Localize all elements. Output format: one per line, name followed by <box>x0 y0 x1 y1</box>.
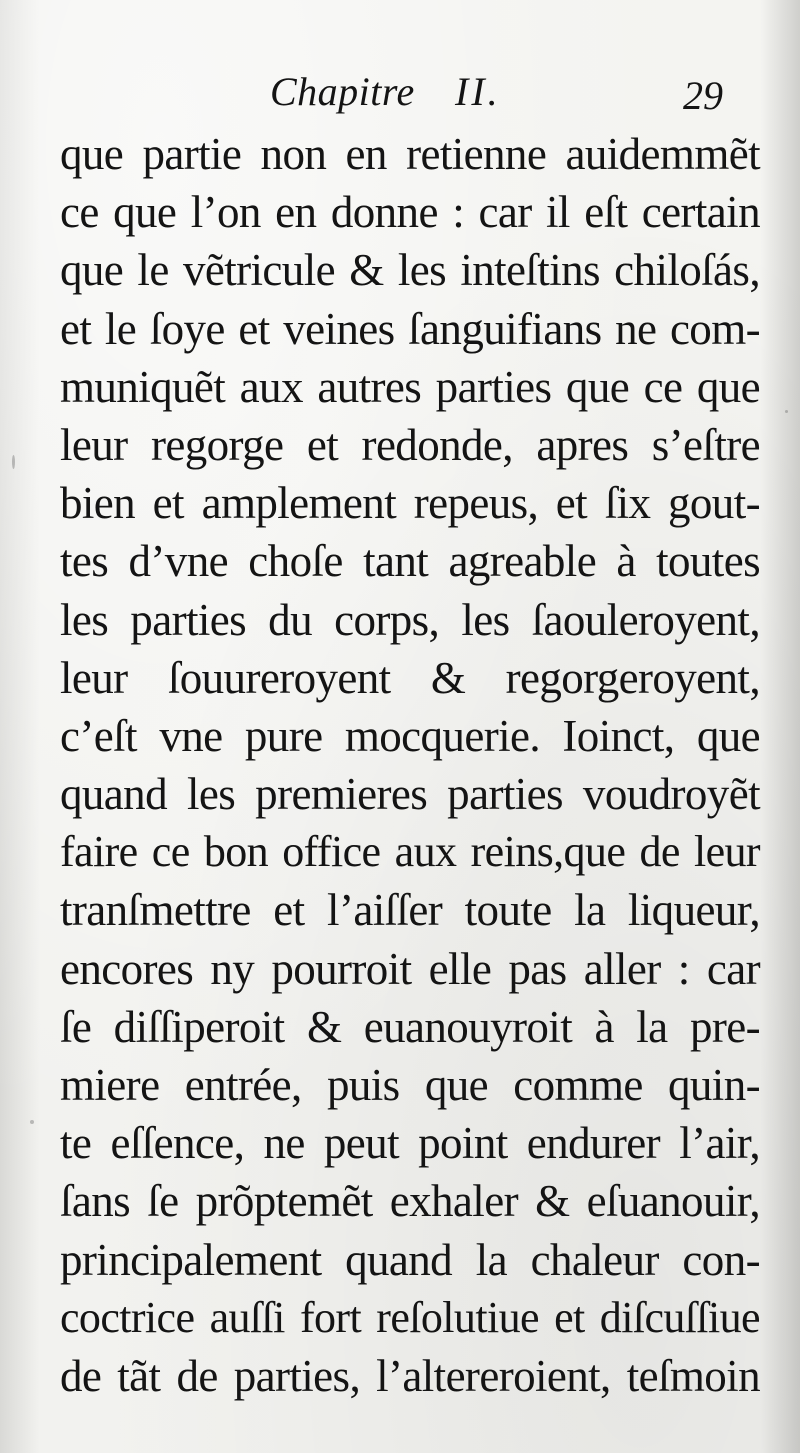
chapter-number: II. <box>455 69 501 114</box>
page-number: 29 <box>683 73 723 118</box>
text-line: les parties du corps, les ſaouleroyent, <box>60 594 760 645</box>
text-line: et le ſoye et veines ſanguifians ne com- <box>60 303 760 354</box>
text-line: de tãt de parties, l’altereroient, teſmoin <box>60 1350 760 1401</box>
text-line: faire ce bon office aux reins,que de leur <box>60 827 760 877</box>
text-line: que partie non en retienne auidemmẽt <box>60 129 760 179</box>
text-line: te eſſence, ne peut point endurer l’air, <box>60 1118 760 1169</box>
text-line: bien et amplement repeus, et ſix gout- <box>60 478 760 529</box>
text-line: miere entrée, puis que comme quin- <box>60 1060 760 1110</box>
text-line: muniquẽt aux autres parties que ce que <box>60 361 760 412</box>
text-line: c’eſt vne pure mocquerie. Ioinct, que <box>60 710 760 761</box>
text-line: coctrice auſſi fort reſolutiue et diſcuſſiue <box>60 1292 760 1342</box>
text-line: encores ny pourroit elle pas aller : car <box>60 943 760 994</box>
page-header <box>0 62 800 122</box>
body-text <box>60 125 760 1405</box>
running-title: Chapitre <box>270 69 415 114</box>
text-line: tranſmettre et l’aiſſer toute la liqueur, <box>60 885 760 936</box>
paper-speck <box>30 1120 34 1124</box>
text-line: ſe diſſiperoit & euanouyroit à la pre- <box>60 1001 760 1052</box>
text-line: leur ſouureroyent & regorgeroyent, <box>60 652 760 703</box>
text-line: que le vẽtricule & les inteſtins chiloſás, <box>60 245 760 296</box>
text-line: principalement quand la chaleur con- <box>60 1234 760 1285</box>
text-line: tes d’vne choſe tant agreable à toutes <box>60 536 760 587</box>
paper-speck <box>12 455 15 469</box>
text-line: leur regorge et redonde, apres s’eſtre <box>60 419 760 470</box>
text-line: ſans ſe prõptemẽt exhaler & eſuanouir, <box>60 1176 760 1227</box>
paper-speck <box>785 410 788 413</box>
text-line: ce que l’on en donne : car il eſt certain <box>60 187 760 238</box>
text-line: quand les premieres parties voudroyẽt <box>60 769 760 820</box>
